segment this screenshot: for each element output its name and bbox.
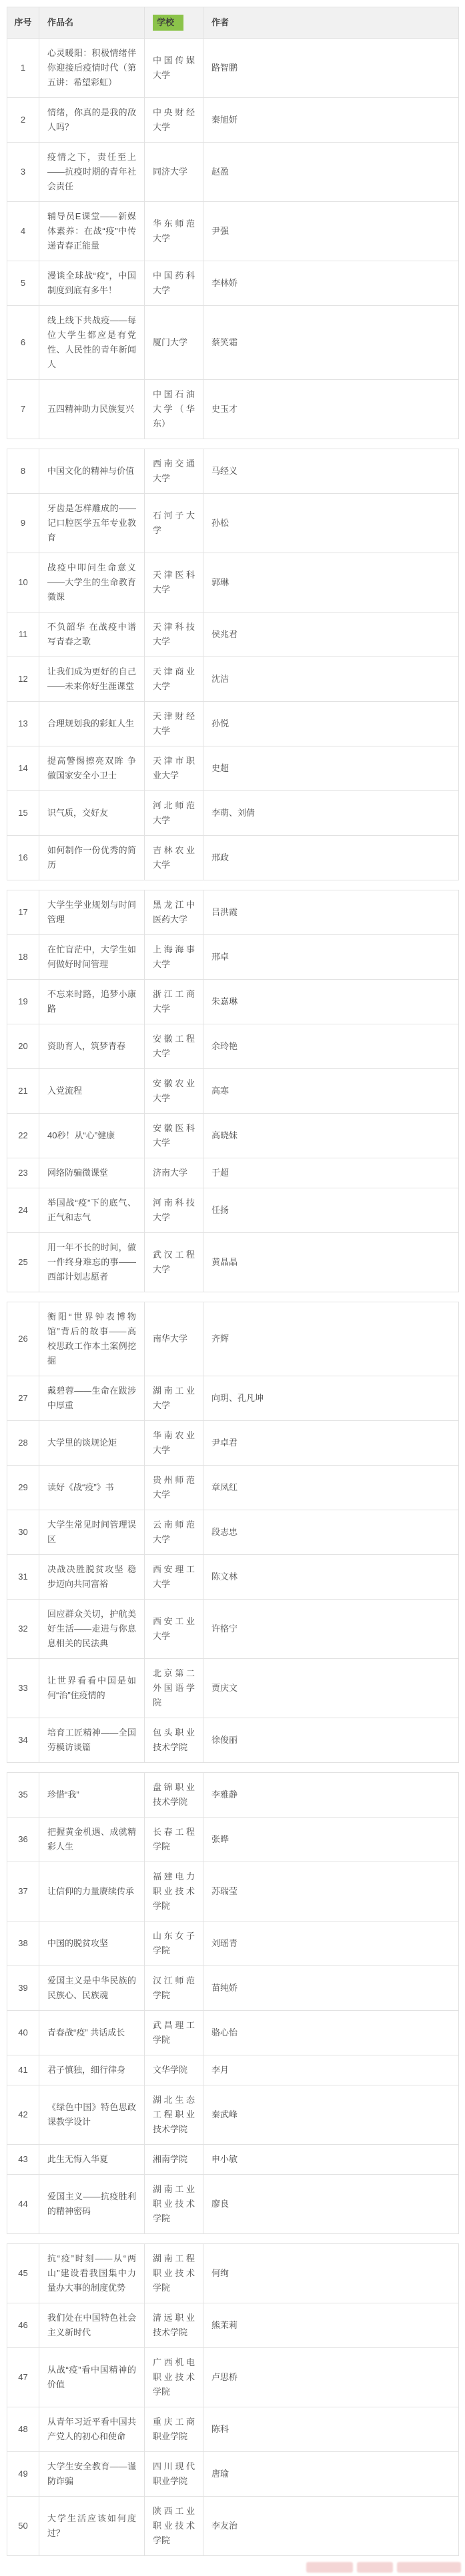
cell-title: 40秒！从“心”健康 xyxy=(39,1114,145,1158)
cell-school: 广西机电职业技术学院 xyxy=(145,2348,203,2407)
cell-school: 福建电力职业技术学院 xyxy=(145,1862,203,1922)
cell-school: 湘南学院 xyxy=(145,2145,203,2175)
cell-school: 清远职业技术学院 xyxy=(145,2303,203,2348)
table-row xyxy=(7,1376,459,1421)
cell-title: 爱国主义是中华民族的民族心、民族魂 xyxy=(39,1966,145,2011)
table-row xyxy=(7,1555,459,1600)
cell-title: 大学生活应该如何度过？ xyxy=(39,2497,145,2556)
cell-school: 石河子大学 xyxy=(145,494,203,553)
award-list xyxy=(7,7,459,2556)
cell-school: 西安工业大学 xyxy=(145,1600,203,1659)
cell-title: 决战决胜脱贫攻坚 稳步迈向共同富裕 xyxy=(39,1555,145,1600)
table-row xyxy=(7,890,459,935)
cell-school: 天津市职业大学 xyxy=(145,746,203,791)
cell-index: 23 xyxy=(7,1158,39,1188)
cell-index: 44 xyxy=(7,2175,39,2234)
cell-title: 合理规划我的彩虹人生 xyxy=(39,702,145,746)
cell-title: 从战“疫”看中国精神的价值 xyxy=(39,2348,145,2407)
table-row xyxy=(7,98,459,143)
cell-index: 8 xyxy=(7,449,39,494)
cell-index: 29 xyxy=(7,1466,39,1510)
cell-index: 28 xyxy=(7,1421,39,1466)
cell-index: 12 xyxy=(7,657,39,702)
table-row xyxy=(7,836,459,880)
cell-school: 贵州师范大学 xyxy=(145,1466,203,1510)
cell-author: 尹卓君 xyxy=(203,1421,459,1466)
col-header-school xyxy=(145,7,203,39)
table-row xyxy=(7,1188,459,1233)
cell-title: 我们处在中国特色社会主义新时代 xyxy=(39,2303,145,2348)
results-table xyxy=(7,449,459,880)
cell-title: 培育工匠精神——全国劳模访谈篇 xyxy=(39,1718,145,1763)
cell-index: 45 xyxy=(7,2244,39,2303)
table-row xyxy=(7,2407,459,2452)
col-header-index: 序号 xyxy=(7,7,39,39)
cell-title: 中国文化的精神与价值 xyxy=(39,449,145,494)
cell-index: 48 xyxy=(7,2407,39,2452)
cell-school: 西南交通大学 xyxy=(145,449,203,494)
cell-school: 黑龙江中医药大学 xyxy=(145,890,203,935)
cell-author: 朱嘉琳 xyxy=(203,980,459,1024)
cell-title: 用一年不长的时间，做一件终身难忘的事——西部计划志愿者 xyxy=(39,1233,145,1292)
cell-author: 秦武峰 xyxy=(203,2085,459,2145)
cell-index: 46 xyxy=(7,2303,39,2348)
table-row xyxy=(7,702,459,746)
cell-title: 大学生安全教育——谨防诈骗 xyxy=(39,2452,145,2497)
cell-school: 华南农业大学 xyxy=(145,1421,203,1466)
cell-author: 李林娇 xyxy=(203,261,459,306)
cell-index: 18 xyxy=(7,935,39,980)
table-row xyxy=(7,980,459,1024)
table-row xyxy=(7,1024,459,1069)
cell-school: 长春工程学院 xyxy=(145,1818,203,1862)
table-row xyxy=(7,306,459,380)
cell-school: 湖南工业大学 xyxy=(145,1376,203,1421)
cell-index: 1 xyxy=(7,39,39,98)
cell-title: 从青年习近平看中国共产党人的初心和使命 xyxy=(39,2407,145,2452)
cell-index: 34 xyxy=(7,1718,39,1763)
cell-author: 贾庆文 xyxy=(203,1659,459,1718)
results-table xyxy=(7,2243,459,2556)
cell-school: 浙江工商大学 xyxy=(145,980,203,1024)
table-row xyxy=(7,2497,459,2556)
cell-author: 苏瑞莹 xyxy=(203,1862,459,1922)
cell-author: 秦旭妍 xyxy=(203,98,459,143)
cell-title: 大学生常见时间管理误区 xyxy=(39,1510,145,1555)
cell-school: 湖南工业职业技术学院 xyxy=(145,2175,203,2234)
cell-school: 四川现代职业学院 xyxy=(145,2452,203,2497)
cell-author: 孙悦 xyxy=(203,702,459,746)
cell-school: 厦门大学 xyxy=(145,306,203,380)
cell-school: 武汉工程大学 xyxy=(145,1233,203,1292)
cell-title: 五四精神助力民族复兴 xyxy=(39,380,145,439)
cell-title: 辅导员E课堂——新媒体素养：在战“疫”中传递青春正能量 xyxy=(39,202,145,261)
cell-author: 孙松 xyxy=(203,494,459,553)
table-row xyxy=(7,380,459,439)
cell-author: 李月 xyxy=(203,2055,459,2085)
cell-author: 侯兆君 xyxy=(203,613,459,657)
cell-title: 中国的脱贫攻坚 xyxy=(39,1922,145,1966)
cell-author: 向玥、孔凡坤 xyxy=(203,1376,459,1421)
cell-author: 唐瑜 xyxy=(203,2452,459,2497)
cell-author: 任扬 xyxy=(203,1188,459,1233)
cell-title: 线上线下共战疫——每位大学生都应是有党性、人民性的青年新闻人 xyxy=(39,306,145,380)
cell-school: 重庆工商职业学院 xyxy=(145,2407,203,2452)
table-row xyxy=(7,1922,459,1966)
results-table xyxy=(7,7,459,439)
cell-school: 中国石油大学（华东） xyxy=(145,380,203,439)
cell-author: 何绚 xyxy=(203,2244,459,2303)
cell-index: 22 xyxy=(7,1114,39,1158)
table-row xyxy=(7,1421,459,1466)
cell-school: 安徽工程大学 xyxy=(145,1024,203,1069)
table-row xyxy=(7,613,459,657)
cell-title: 资助育人，筑梦青春 xyxy=(39,1024,145,1069)
table-row xyxy=(7,1302,459,1376)
cell-title: 疫情之下，责任至上——抗疫时期的青年社会责任 xyxy=(39,143,145,202)
cell-title: 网络防骗微课堂 xyxy=(39,1158,145,1188)
cell-index: 13 xyxy=(7,702,39,746)
cell-title: 爱国主义——抗疫胜利的精神密码 xyxy=(39,2175,145,2234)
cell-title: 情绪，你真的是我的敌人吗？ xyxy=(39,98,145,143)
cell-title: 提高警惕擦亮双眸 争做国家安全小卫士 xyxy=(39,746,145,791)
cell-author: 章凤红 xyxy=(203,1466,459,1510)
table-row xyxy=(7,1966,459,2011)
cell-school: 安徽医科大学 xyxy=(145,1114,203,1158)
table-row xyxy=(7,2085,459,2145)
cell-school: 汉江师范学院 xyxy=(145,1966,203,2011)
table-row xyxy=(7,2303,459,2348)
cell-author: 骆心怡 xyxy=(203,2011,459,2055)
cell-school: 湖北生态工程职业技术学院 xyxy=(145,2085,203,2145)
cell-school: 安徽农业大学 xyxy=(145,1069,203,1114)
cell-author: 卢思桥 xyxy=(203,2348,459,2407)
table-row xyxy=(7,494,459,553)
cell-author: 沈洁 xyxy=(203,657,459,702)
table-row xyxy=(7,2348,459,2407)
table-row xyxy=(7,2011,459,2055)
cell-title: 不负韶华 在战疫中谱写青春之歌 xyxy=(39,613,145,657)
table-row xyxy=(7,2175,459,2234)
cell-author: 吕洪霞 xyxy=(203,890,459,935)
cell-title: 让信仰的力量赓续传承 xyxy=(39,1862,145,1922)
cell-index: 50 xyxy=(7,2497,39,2556)
cell-author: 于超 xyxy=(203,1158,459,1188)
table-row xyxy=(7,1233,459,1292)
cell-author: 苗纯娇 xyxy=(203,1966,459,2011)
cell-school: 天津财经大学 xyxy=(145,702,203,746)
cell-index: 41 xyxy=(7,2055,39,2085)
cell-index: 15 xyxy=(7,791,39,836)
cell-title: 牙齿是怎样雕成的——记口腔医学五年专业教育 xyxy=(39,494,145,553)
table-row xyxy=(7,1510,459,1555)
cell-school: 河北师范大学 xyxy=(145,791,203,836)
table-row xyxy=(7,2452,459,2497)
cell-author: 邢卓 xyxy=(203,935,459,980)
cell-title: 让世界看看中国是如何“治”住疫情的 xyxy=(39,1659,145,1718)
cell-index: 5 xyxy=(7,261,39,306)
cell-author: 史玉才 xyxy=(203,380,459,439)
cell-school: 西安理工大学 xyxy=(145,1555,203,1600)
cell-author: 段志忠 xyxy=(203,1510,459,1555)
cell-school: 南华大学 xyxy=(145,1302,203,1376)
cell-index: 33 xyxy=(7,1659,39,1718)
header-row xyxy=(7,7,459,39)
cell-title: 戴碧蓉——生命在跋涉中厚重 xyxy=(39,1376,145,1421)
cell-index: 43 xyxy=(7,2145,39,2175)
cell-title: 大学生学业规划与时间管理 xyxy=(39,890,145,935)
cell-index: 7 xyxy=(7,380,39,439)
cell-author: 蔡笑霜 xyxy=(203,306,459,380)
cell-school: 武昌理工学院 xyxy=(145,2011,203,2055)
cell-title: 珍惜“我” xyxy=(39,1773,145,1818)
cell-index: 35 xyxy=(7,1773,39,1818)
cell-index: 6 xyxy=(7,306,39,380)
cell-title: 入党流程 xyxy=(39,1069,145,1114)
cell-author: 李友治 xyxy=(203,2497,459,2556)
cell-index: 9 xyxy=(7,494,39,553)
cell-author: 张晔 xyxy=(203,1818,459,1862)
cell-index: 14 xyxy=(7,746,39,791)
table-row xyxy=(7,553,459,613)
table-row xyxy=(7,39,459,98)
cell-school: 天津科技大学 xyxy=(145,613,203,657)
table-row xyxy=(7,1659,459,1718)
table-row xyxy=(7,2055,459,2085)
cell-index: 25 xyxy=(7,1233,39,1292)
cell-title: 战疫中叩问生命意义——大学生的生命教育微课 xyxy=(39,553,145,613)
cell-author: 申小敏 xyxy=(203,2145,459,2175)
cell-index: 39 xyxy=(7,1966,39,2011)
cell-index: 47 xyxy=(7,2348,39,2407)
cell-index: 31 xyxy=(7,1555,39,1600)
cell-title: 把握黄金机遇、成就精彩人生 xyxy=(39,1818,145,1862)
cell-author: 陈科 xyxy=(203,2407,459,2452)
table-row xyxy=(7,2145,459,2175)
cell-index: 19 xyxy=(7,980,39,1024)
cell-title: 君子慎独，细行律身 xyxy=(39,2055,145,2085)
cell-school: 包头职业技术学院 xyxy=(145,1718,203,1763)
cell-school: 济南大学 xyxy=(145,1158,203,1188)
cell-author: 许格宁 xyxy=(203,1600,459,1659)
table-row xyxy=(7,261,459,306)
cell-school: 陕西工业职业技术学院 xyxy=(145,2497,203,2556)
cell-school: 山东女子学院 xyxy=(145,1922,203,1966)
cell-index: 42 xyxy=(7,2085,39,2145)
cell-author: 郭琳 xyxy=(203,553,459,613)
table-row xyxy=(7,935,459,980)
cell-title: 回应群众关切，护航美好生活——走进与你息息相关的民法典 xyxy=(39,1600,145,1659)
results-table xyxy=(7,890,459,1292)
cell-school: 天津商业大学 xyxy=(145,657,203,702)
cell-author: 马经义 xyxy=(203,449,459,494)
table-row xyxy=(7,1862,459,1922)
cell-school: 上海海事大学 xyxy=(145,935,203,980)
cell-author: 高寒 xyxy=(203,1069,459,1114)
cell-school: 天津医科大学 xyxy=(145,553,203,613)
cell-school: 湖南工程职业技术学院 xyxy=(145,2244,203,2303)
cell-school: 文华学院 xyxy=(145,2055,203,2085)
cell-index: 3 xyxy=(7,143,39,202)
cell-title: 抗“疫”时刻——从“两山”建设看我国集中力量办大事的制度优势 xyxy=(39,2244,145,2303)
cell-index: 24 xyxy=(7,1188,39,1233)
cell-author: 赵盈 xyxy=(203,143,459,202)
cell-title: 《绿色中国》特色思政课教学设计 xyxy=(39,2085,145,2145)
cell-index: 20 xyxy=(7,1024,39,1069)
cell-title: 在忙盲茫中，大学生如何做好时间管理 xyxy=(39,935,145,980)
cell-author: 路智鹏 xyxy=(203,39,459,98)
cell-school: 河南科技大学 xyxy=(145,1188,203,1233)
cell-index: 37 xyxy=(7,1862,39,1922)
cell-title: 识气质，交好友 xyxy=(39,791,145,836)
results-table xyxy=(7,1772,459,2234)
cell-school: 盘锦职业技术学院 xyxy=(145,1773,203,1818)
cell-index: 16 xyxy=(7,836,39,880)
cell-index: 2 xyxy=(7,98,39,143)
table-row xyxy=(7,791,459,836)
cell-school: 吉林农业大学 xyxy=(145,836,203,880)
table-row xyxy=(7,1773,459,1818)
cell-author: 李雅静 xyxy=(203,1773,459,1818)
table-row xyxy=(7,449,459,494)
cell-author: 尹强 xyxy=(203,202,459,261)
cell-title: 衡阳“世界钟表博物馆”背后的故事——高校思政工作本土案例挖掘 xyxy=(39,1302,145,1376)
cell-author: 刘瑶青 xyxy=(203,1922,459,1966)
cell-title: 心灵暖阳：积极情绪伴你迎接后疫情时代（第五讲：希望彩虹） xyxy=(39,39,145,98)
cell-index: 36 xyxy=(7,1818,39,1862)
cell-author: 黄晶晶 xyxy=(203,1233,459,1292)
cell-index: 17 xyxy=(7,890,39,935)
cell-title: 漫谈全球战“疫”，中国制度到底有多牛！ xyxy=(39,261,145,306)
cell-index: 32 xyxy=(7,1600,39,1659)
cell-index: 49 xyxy=(7,2452,39,2497)
cell-title: 不忘来时路，追梦小康路 xyxy=(39,980,145,1024)
cell-index: 38 xyxy=(7,1922,39,1966)
cell-author: 熊茉莉 xyxy=(203,2303,459,2348)
col-header-title: 作品名 xyxy=(39,7,145,39)
table-row xyxy=(7,1718,459,1763)
table-row xyxy=(7,1818,459,1862)
cell-author: 陈文林 xyxy=(203,1555,459,1600)
cell-index: 4 xyxy=(7,202,39,261)
cell-index: 27 xyxy=(7,1376,39,1421)
results-table xyxy=(7,1302,459,1763)
cell-author: 廖良 xyxy=(203,2175,459,2234)
cell-author: 徐俊丽 xyxy=(203,1718,459,1763)
cell-school: 华东师范大学 xyxy=(145,202,203,261)
table-row xyxy=(7,746,459,791)
cell-title: 青春战“疫” 共话成长 xyxy=(39,2011,145,2055)
table-row xyxy=(7,657,459,702)
table-row xyxy=(7,1158,459,1188)
cell-school: 北京第二外国语学院 xyxy=(145,1659,203,1718)
cell-author: 史超 xyxy=(203,746,459,791)
cell-index: 21 xyxy=(7,1069,39,1114)
table-row xyxy=(7,1466,459,1510)
cell-index: 26 xyxy=(7,1302,39,1376)
school-header-highlight: 学校 xyxy=(153,15,183,31)
cell-title: 此生无悔入华夏 xyxy=(39,2145,145,2175)
cell-author: 高晓妹 xyxy=(203,1114,459,1158)
cell-title: 让我们成为更好的自己——未来你好生涯课堂 xyxy=(39,657,145,702)
cell-index: 30 xyxy=(7,1510,39,1555)
cell-title: 如何制作一份优秀的简历 xyxy=(39,836,145,880)
cell-author: 余玲艳 xyxy=(203,1024,459,1069)
cell-title: 举国战“疫”下的底气、正气和志气 xyxy=(39,1188,145,1233)
cell-school: 云南师范大学 xyxy=(145,1510,203,1555)
cell-index: 10 xyxy=(7,553,39,613)
table-row xyxy=(7,143,459,202)
table-row xyxy=(7,1114,459,1158)
table-row xyxy=(7,202,459,261)
table-row xyxy=(7,1600,459,1659)
cell-author: 齐辉 xyxy=(203,1302,459,1376)
cell-author: 李萌、刘倩 xyxy=(203,791,459,836)
cell-school: 中央财经大学 xyxy=(145,98,203,143)
cell-author: 邢政 xyxy=(203,836,459,880)
table-row xyxy=(7,2244,459,2303)
cell-title: 读好《战“疫”》书 xyxy=(39,1466,145,1510)
cell-school: 中国传媒大学 xyxy=(145,39,203,98)
col-header-author: 作者 xyxy=(203,7,459,39)
cell-title: 大学里的谈规论矩 xyxy=(39,1421,145,1466)
cell-index: 40 xyxy=(7,2011,39,2055)
table-row xyxy=(7,1069,459,1114)
cell-school: 同济大学 xyxy=(145,143,203,202)
cell-index: 11 xyxy=(7,613,39,657)
cell-school: 中国药科大学 xyxy=(145,261,203,306)
